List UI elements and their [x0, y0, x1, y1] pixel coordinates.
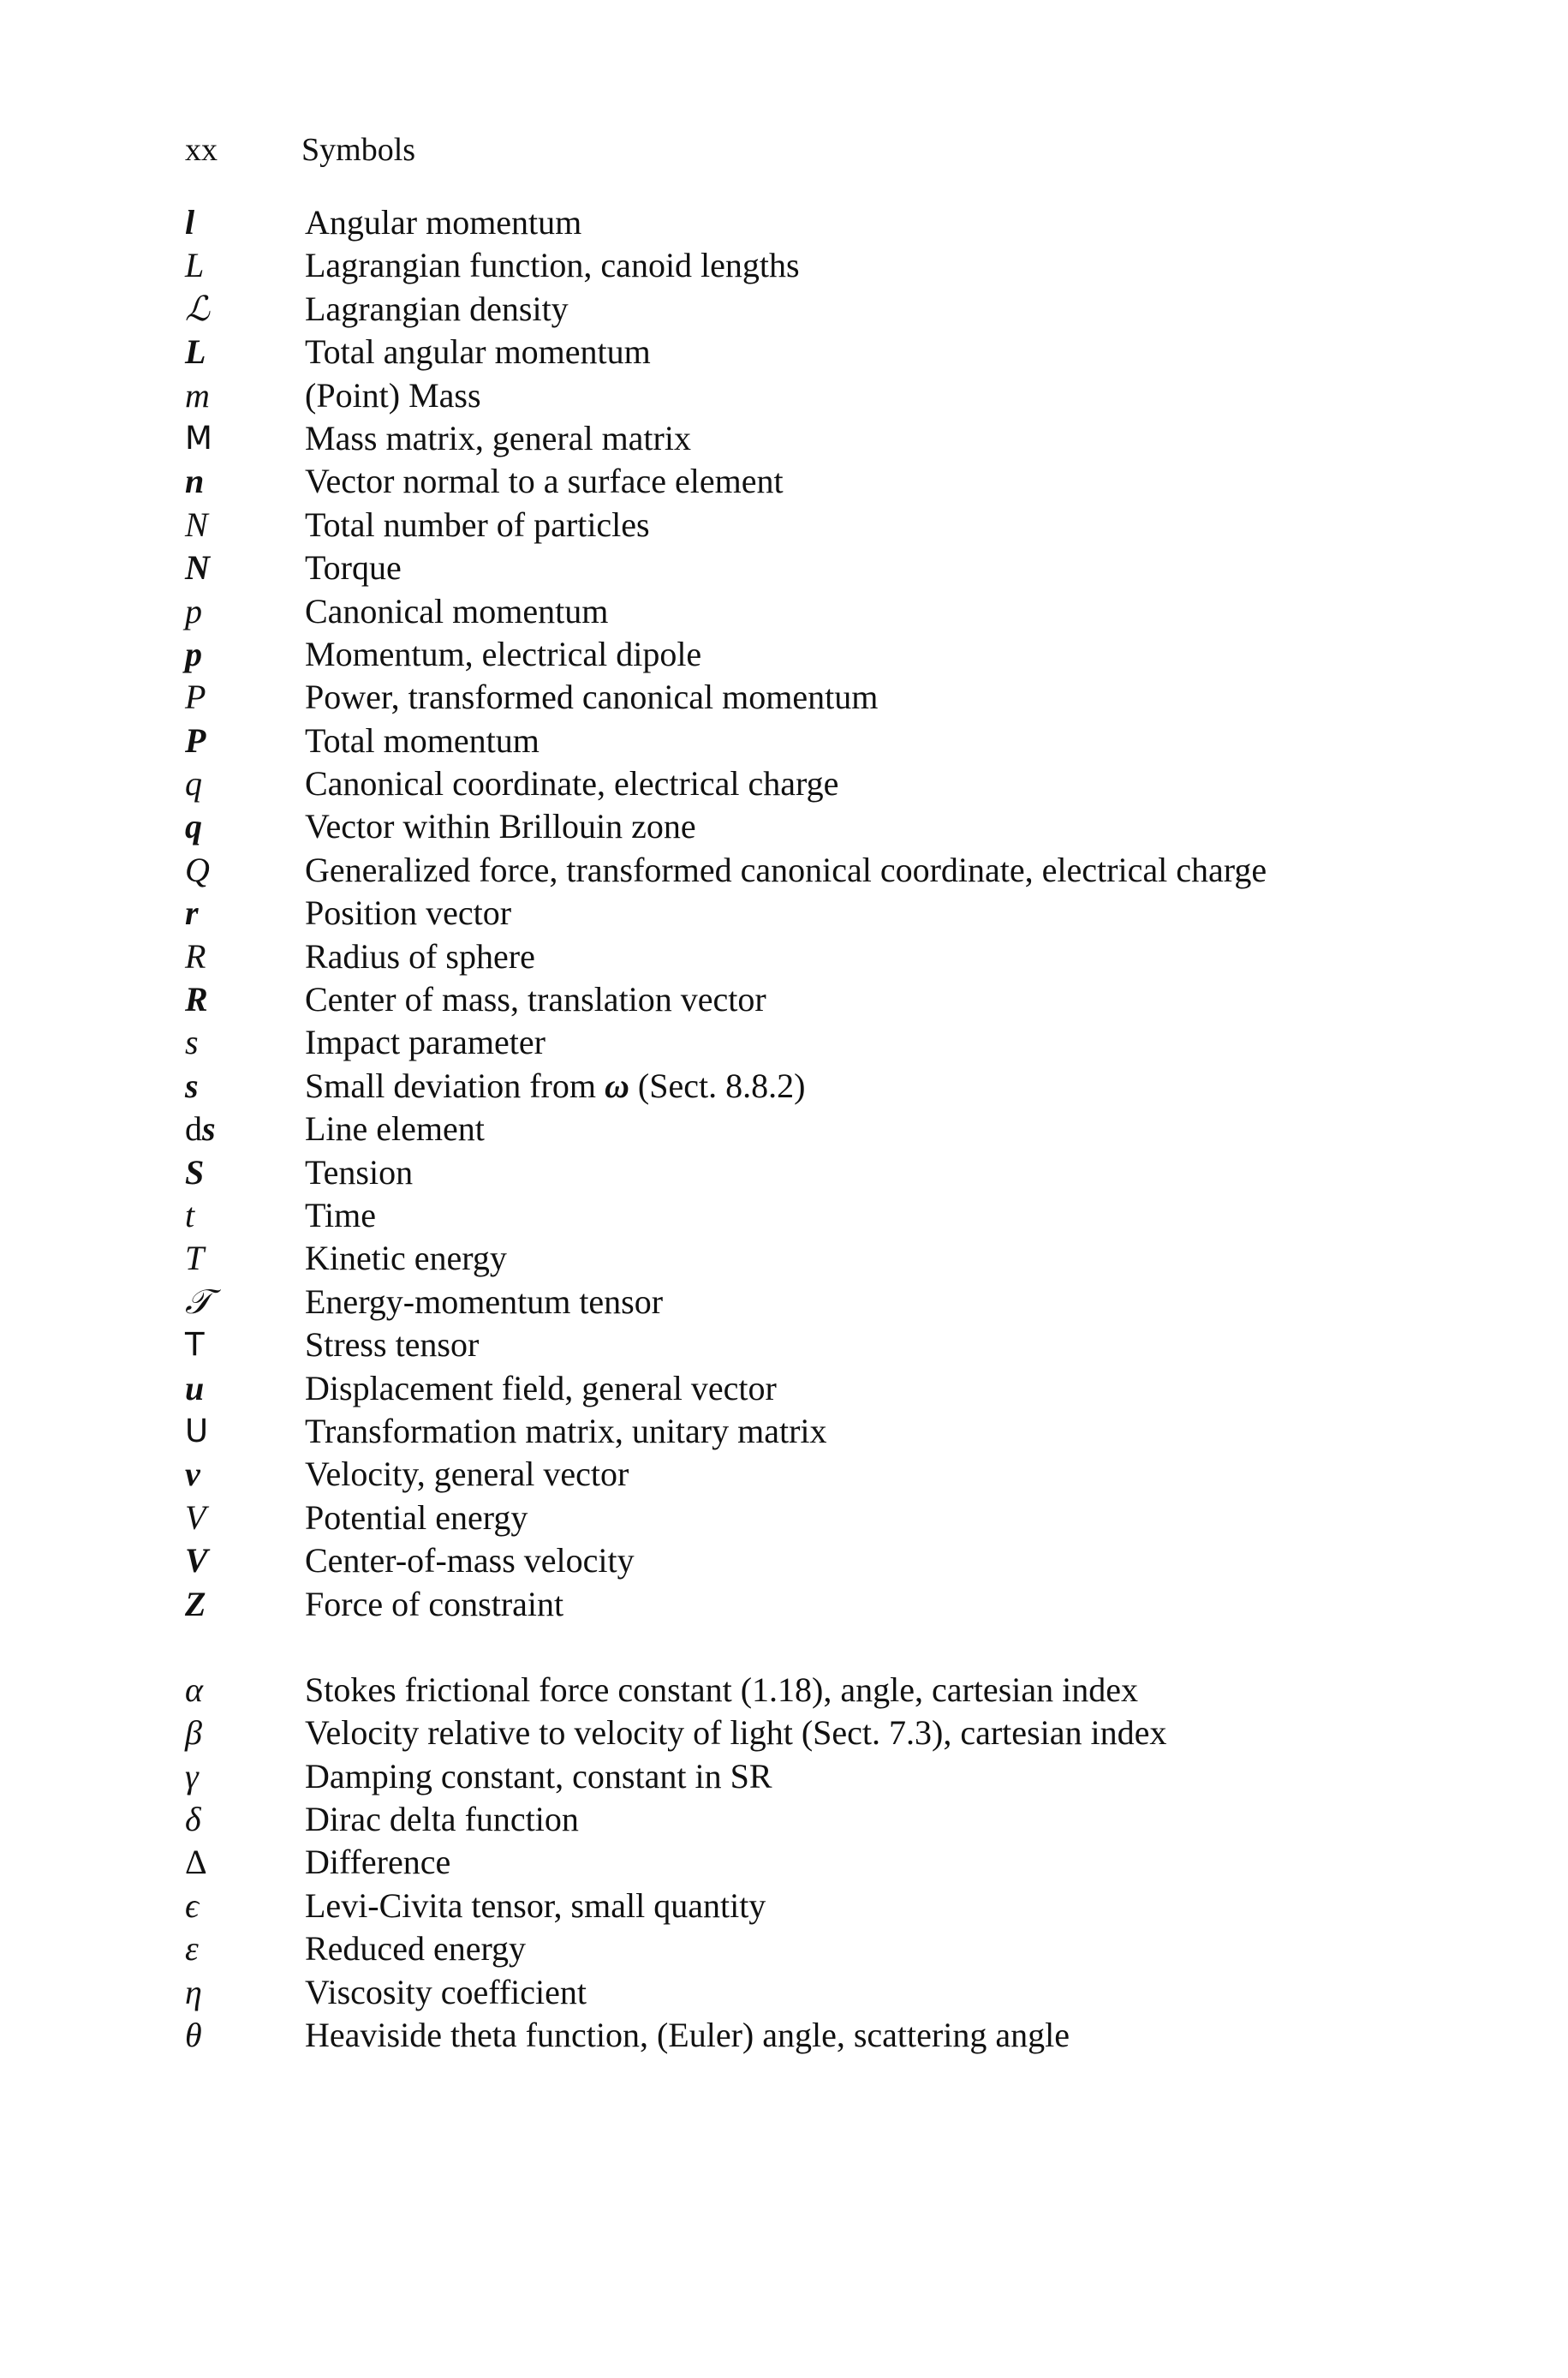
definition	[305, 978, 766, 1021]
definition	[305, 288, 569, 331]
symbol	[185, 805, 305, 848]
definition	[305, 1971, 587, 2014]
definition-text: Lagrangian function, canoid lengths	[305, 246, 800, 285]
symbol-row	[185, 288, 1427, 331]
definition	[305, 504, 650, 547]
symbol	[185, 590, 305, 633]
definition	[305, 244, 800, 287]
symbol	[185, 201, 305, 244]
definition-text: Potential energy	[305, 1497, 528, 1537]
symbol-row	[185, 244, 1427, 287]
definition-text: Dirac delta function	[305, 1800, 579, 1839]
definition-text: Canonical momentum	[305, 591, 609, 630]
definition-text: Position vector	[305, 893, 512, 933]
symbol	[185, 374, 305, 417]
symbol-row	[185, 1410, 1427, 1453]
page-number: xx	[185, 132, 218, 168]
symbol-glyph: n	[185, 462, 205, 501]
definition	[305, 1497, 528, 1539]
definition	[305, 1539, 635, 1582]
symbol-glyph: P	[185, 678, 206, 717]
symbol	[185, 547, 305, 589]
symbol	[185, 1885, 305, 1927]
symbol-glyph: δ	[185, 1800, 201, 1839]
definition	[305, 374, 481, 417]
symbol-glyph: θ	[185, 2016, 202, 2055]
definition-text: Total momentum	[305, 720, 540, 760]
symbol	[185, 633, 305, 676]
definition-text: Total number of particles	[305, 505, 650, 544]
definition-text: (Point) Mass	[305, 375, 481, 415]
symbol-glyph: T	[185, 1326, 205, 1364]
symbol	[185, 1151, 305, 1194]
definition-text: Stokes frictional force constant (1.18), angle, cartesian index	[305, 1670, 1138, 1709]
symbol-glyph: s	[185, 1066, 199, 1105]
symbol-glyph: γ	[185, 1756, 199, 1795]
symbol-row	[185, 633, 1427, 676]
definition	[305, 1841, 450, 1884]
symbol	[185, 1971, 305, 2014]
section-gap	[185, 1626, 1427, 1669]
symbol-glyph: R	[185, 980, 208, 1019]
definition-text: Kinetic energy	[305, 1239, 507, 1278]
definition	[305, 1194, 376, 1237]
definition	[305, 1755, 772, 1798]
symbol	[185, 2014, 305, 2057]
definition	[305, 1927, 526, 1970]
symbol-glyph: L	[185, 332, 206, 372]
symbol-row	[185, 1583, 1427, 1626]
symbol-glyph: Z	[185, 1584, 206, 1623]
definition	[305, 935, 535, 978]
definition	[305, 633, 701, 676]
definition	[305, 1798, 579, 1841]
definition-text: Total angular momentum	[305, 332, 651, 372]
symbol-glyph: v	[185, 1455, 200, 1494]
symbol	[185, 1410, 305, 1453]
symbol	[185, 762, 305, 805]
symbol-glyph: U	[185, 1412, 209, 1449]
symbol	[185, 1021, 305, 1064]
definition-text: Lagrangian density	[305, 289, 569, 328]
symbol-glyph: u	[185, 1368, 205, 1407]
symbol	[185, 1194, 305, 1237]
symbol-row	[185, 1108, 1427, 1150]
symbol	[185, 892, 305, 935]
symbol	[185, 1669, 305, 1712]
definition	[305, 1323, 479, 1366]
symbol	[185, 935, 305, 978]
symbol-row	[185, 1453, 1427, 1496]
symbol	[185, 244, 305, 287]
symbol-row	[185, 1065, 1427, 1108]
symbol	[185, 504, 305, 547]
symbol-row	[185, 1151, 1427, 1194]
definition-text: Velocity relative to velocity of light (Sect. 7.3), cartesian index	[305, 1713, 1167, 1753]
symbol-glyph: ε	[185, 1929, 199, 1969]
definition-text: Displacement field, general vector	[305, 1368, 777, 1407]
definition	[305, 331, 651, 373]
symbol-glyph: ϵ	[185, 1885, 200, 1925]
symbol-glyph: M	[185, 419, 212, 457]
symbol-glyph: N	[185, 548, 210, 588]
symbol-glyph: R	[185, 936, 206, 976]
definition	[305, 1021, 546, 1064]
definition	[305, 1453, 629, 1496]
symbol-row	[185, 1927, 1427, 1970]
symbol	[185, 1108, 305, 1150]
latin-symbols	[185, 201, 1427, 1626]
symbol	[185, 1798, 305, 1841]
definition-text: Levi-Civita tensor, small quantity	[305, 1885, 766, 1925]
definition	[305, 2014, 1070, 2057]
definition-text: Mass matrix, general matrix	[305, 418, 691, 457]
symbol-glyph: β	[185, 1713, 202, 1753]
symbol	[185, 1927, 305, 1970]
symbol-row	[185, 1539, 1427, 1582]
definition-text: Impact parameter	[305, 1023, 546, 1062]
definition	[305, 1885, 766, 1927]
symbol-row	[185, 2014, 1427, 2057]
symbol-glyph: Δ	[185, 1843, 207, 1882]
symbol	[185, 849, 305, 892]
definition-text: Stress tensor	[305, 1325, 480, 1365]
definition-text: Heaviside theta function, (Euler) angle, scattering angle	[305, 2016, 1070, 2055]
symbol	[185, 1065, 305, 1108]
symbol	[185, 1583, 305, 1626]
symbol-row	[185, 460, 1427, 503]
definition-text: Generalized force, transformed canonical coordinate, electrical charge	[305, 850, 1267, 889]
symbol-glyph: T	[185, 1239, 205, 1278]
symbol-row	[185, 201, 1427, 244]
running-title: Symbols	[301, 132, 416, 168]
symbol	[185, 1281, 305, 1323]
symbol-row	[185, 1237, 1427, 1280]
symbol-list	[185, 201, 1427, 2057]
definition-symbol: ω	[604, 1066, 629, 1105]
definition	[305, 720, 540, 762]
definition	[305, 547, 402, 589]
symbol-glyph: η	[185, 1972, 202, 2011]
definition-text: Damping constant, constant in SR	[305, 1756, 772, 1795]
greek-symbols	[185, 1669, 1427, 2058]
definition-text: Canonical coordinate, electrical charge	[305, 764, 839, 804]
definition-text: Transformation matrix, unitary matrix	[305, 1411, 827, 1450]
symbol	[185, 1453, 305, 1496]
symbol-row	[185, 1669, 1427, 1712]
symbol-row	[185, 676, 1427, 719]
symbol	[185, 460, 305, 503]
symbol-row	[185, 720, 1427, 762]
symbol-glyph: d	[185, 1109, 202, 1149]
symbol	[185, 417, 305, 460]
definition	[305, 460, 784, 503]
symbol-glyph: S	[185, 1152, 205, 1192]
symbol-glyph: t	[185, 1195, 195, 1234]
symbol	[185, 288, 305, 331]
symbol-row	[185, 504, 1427, 547]
symbol-glyph: V	[185, 1541, 208, 1580]
symbol	[185, 1841, 305, 1884]
definition	[305, 762, 838, 805]
definition	[305, 201, 581, 244]
symbol-suffix: s	[202, 1109, 216, 1149]
definition-text: Radius of sphere	[305, 936, 535, 976]
definition-text: Angular momentum	[305, 203, 582, 242]
symbol	[185, 720, 305, 762]
symbol-glyph: q	[185, 807, 202, 846]
symbol	[185, 1539, 305, 1582]
definition	[305, 1410, 827, 1453]
symbol-glyph: L	[185, 246, 205, 285]
symbol	[185, 1712, 305, 1754]
symbol	[185, 1237, 305, 1280]
symbol	[185, 1755, 305, 1798]
symbol-row	[185, 805, 1427, 848]
symbol-row	[185, 762, 1427, 805]
symbol-glyph: Q	[185, 850, 210, 889]
symbol-glyph: s	[185, 1023, 199, 1062]
symbol-row	[185, 331, 1427, 373]
symbol	[185, 1497, 305, 1539]
definition	[305, 1065, 805, 1108]
symbol-glyph: p	[185, 634, 202, 673]
symbol-row	[185, 978, 1427, 1021]
definition	[305, 417, 691, 460]
definition-text: Reduced energy	[305, 1929, 527, 1969]
definition-text: Difference	[305, 1843, 451, 1882]
definition-text: Momentum, electrical dipole	[305, 634, 702, 673]
symbol-row	[185, 1021, 1427, 1064]
symbol-glyph: N	[185, 505, 208, 544]
definition-text: Line element	[305, 1109, 485, 1149]
symbol-row	[185, 1885, 1427, 1927]
definition-text: Vector within Brillouin zone	[305, 807, 696, 846]
definition-text: Energy-momentum tensor	[305, 1282, 664, 1321]
definition	[305, 590, 608, 633]
symbol-row	[185, 1798, 1427, 1841]
symbol-row	[185, 1971, 1427, 2014]
definition	[305, 805, 696, 848]
definition	[305, 849, 1267, 892]
symbol	[185, 1367, 305, 1410]
symbol-glyph: l	[185, 203, 195, 242]
symbol-glyph: 𝒯	[185, 1282, 212, 1322]
definition	[305, 1583, 563, 1626]
symbol-row	[185, 1194, 1427, 1237]
definition	[305, 1108, 485, 1150]
symbol-row	[185, 1367, 1427, 1410]
definition	[305, 676, 878, 719]
symbol-row	[185, 1755, 1427, 1798]
definition-suffix: (Sect. 8.8.2)	[629, 1066, 806, 1105]
symbol-row	[185, 417, 1427, 460]
definition-text: Velocity, general vector	[305, 1455, 629, 1494]
definition	[305, 1151, 413, 1194]
symbol	[185, 978, 305, 1021]
symbol-glyph: m	[185, 375, 210, 415]
symbol-row	[185, 374, 1427, 417]
symbol-glyph: q	[185, 764, 202, 804]
definition-text: Tension	[305, 1152, 414, 1192]
definition-text: Viscosity coefficient	[305, 1972, 587, 2011]
symbol-row	[185, 1841, 1427, 1884]
definition-text: Force of constraint	[305, 1584, 564, 1623]
symbol-row	[185, 892, 1427, 935]
symbol-row	[185, 547, 1427, 589]
symbol-row	[185, 849, 1427, 892]
definition-text: Center-of-mass velocity	[305, 1541, 635, 1580]
definition-text: Small deviation from	[305, 1066, 605, 1105]
symbol-row	[185, 1323, 1427, 1366]
running-head	[185, 128, 415, 171]
symbol	[185, 676, 305, 719]
symbol-glyph: α	[185, 1670, 203, 1709]
symbol-glyph: r	[185, 893, 199, 933]
definition	[305, 1367, 777, 1410]
definition-text: Vector normal to a surface element	[305, 462, 784, 501]
symbol-row	[185, 935, 1427, 978]
definition-text: Torque	[305, 548, 402, 588]
definition-text: Time	[305, 1195, 377, 1234]
definition	[305, 1712, 1166, 1754]
definition-text: Power, transformed canonical momentum	[305, 678, 879, 717]
definition	[305, 892, 511, 935]
symbol-row	[185, 590, 1427, 633]
definition	[305, 1237, 507, 1280]
symbol	[185, 1323, 305, 1366]
symbol-glyph: V	[185, 1497, 206, 1537]
definition	[305, 1669, 1138, 1712]
symbol-glyph: P	[185, 720, 206, 760]
definition-text: Center of mass, translation vector	[305, 980, 766, 1019]
definition	[305, 1281, 663, 1323]
symbol-glyph: p	[185, 591, 202, 630]
symbol-row	[185, 1497, 1427, 1539]
symbol-row	[185, 1712, 1427, 1754]
symbol-row	[185, 1281, 1427, 1323]
symbol-glyph: ℒ	[185, 289, 210, 329]
symbol	[185, 331, 305, 373]
